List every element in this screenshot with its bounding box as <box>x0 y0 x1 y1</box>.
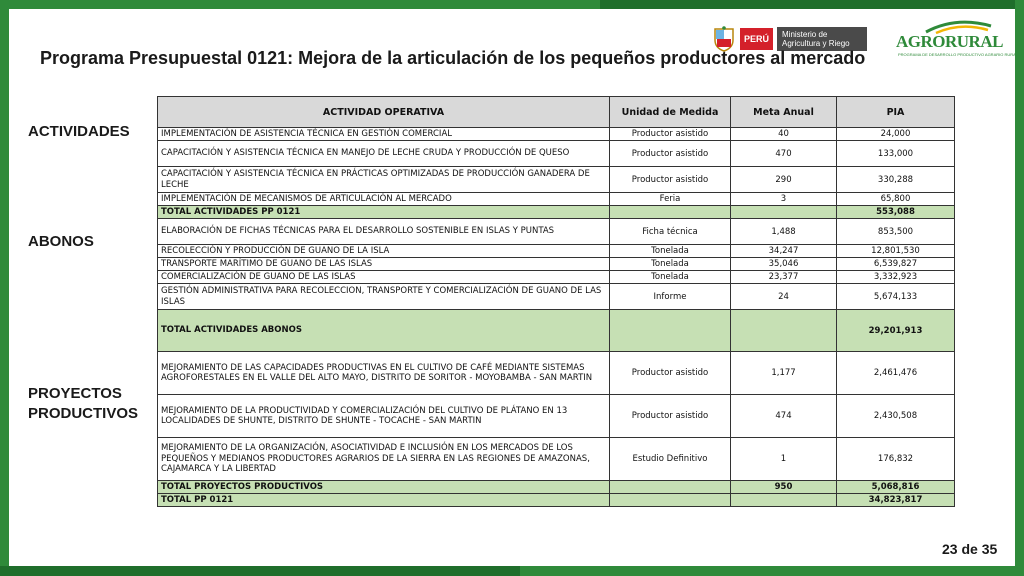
table-row <box>158 395 955 438</box>
table-row <box>158 352 955 395</box>
table-row <box>158 219 955 245</box>
cell-actividad: RECOLECCIÓN Y PRODUCCIÓN DE GUANO DE LA ISLA <box>158 245 610 258</box>
peru-label: PERÚ <box>740 28 773 50</box>
cell-meta: 24 <box>731 284 837 310</box>
total-row <box>158 206 955 219</box>
page-number: 23 de 35 <box>942 541 998 557</box>
frame-right <box>1015 0 1024 576</box>
cell-meta: 1 <box>731 438 837 481</box>
cell-pia: 330,288 <box>837 167 955 193</box>
cell-meta: 23,377 <box>731 271 837 284</box>
cell-actividad: CAPACITACIÓN Y ASISTENCIA TÉCNICA EN PRÁCTICAS OPTIMIZADAS DE PRODUCCIÓN GANADERA DE LECHE <box>158 167 610 193</box>
frame-top-accent <box>600 0 1024 9</box>
ministerio-label: Ministerio de Agricultura y Riego <box>777 27 867 51</box>
cell-meta: 35,046 <box>731 258 837 271</box>
header-unidad: Unidad de Medida <box>610 97 731 128</box>
cell-meta <box>731 494 837 507</box>
total-row <box>158 310 955 352</box>
cell-pia: 34,823,817 <box>837 494 955 507</box>
agrorural-subtitle: PROGRAMA DE DESARROLLO PRODUCTIVO AGRARIO RURAL <box>898 52 1019 57</box>
cell-meta: 950 <box>731 481 837 494</box>
cell-pia: 2,461,476 <box>837 352 955 395</box>
table-row <box>158 193 955 206</box>
cell-pia: 5,674,133 <box>837 284 955 310</box>
cell-actividad: TOTAL PP 0121 <box>158 494 610 507</box>
agrorural-wordmark: AGRORURAL <box>896 32 1003 51</box>
budget-table <box>157 96 955 507</box>
total-row <box>158 481 955 494</box>
cell-pia: 853,500 <box>837 219 955 245</box>
cell-meta: 1,488 <box>731 219 837 245</box>
cell-unidad: Tonelada <box>610 245 731 258</box>
cell-unidad <box>610 206 731 219</box>
cell-actividad: MEJORAMIENTO DE LAS CAPACIDADES PRODUCTIVAS EN EL CULTIVO DE CAFÉ MEDIANTE SISTEMAS AGROFORESTALES EN EL VALLE DEL ALTO MAYO, DISTRITO DE SORITOR - MOYOBAMBA - SAN MARTIN <box>158 352 610 395</box>
table-row <box>158 438 955 481</box>
cell-actividad: TOTAL ACTIVIDADES ABONOS <box>158 310 610 352</box>
cell-unidad: Informe <box>610 284 731 310</box>
cell-meta <box>731 206 837 219</box>
cell-pia: 5,068,816 <box>837 481 955 494</box>
cell-actividad: IMPLEMENTACIÓN DE MECANISMOS DE ARTICULACIÓN AL MERCADO <box>158 193 610 206</box>
frame-left <box>0 0 9 576</box>
cell-unidad <box>610 481 731 494</box>
cell-meta <box>731 310 837 352</box>
cell-meta: 1,177 <box>731 352 837 395</box>
cell-meta: 470 <box>731 141 837 167</box>
cell-unidad <box>610 310 731 352</box>
cell-actividad: CAPACITACIÓN Y ASISTENCIA TÉCNICA EN MANEJO DE LECHE CRUDA Y PRODUCCIÓN DE QUESO <box>158 141 610 167</box>
cell-unidad: Productor asistido <box>610 141 731 167</box>
table-row <box>158 167 955 193</box>
table-row <box>158 128 955 141</box>
table-row <box>158 271 955 284</box>
cell-meta: 40 <box>731 128 837 141</box>
cell-actividad: TRANSPORTE MARÍTIMO DE GUANO DE LAS ISLAS <box>158 258 610 271</box>
cell-meta: 3 <box>731 193 837 206</box>
cell-pia: 12,801,530 <box>837 245 955 258</box>
total-row <box>158 494 955 507</box>
cell-pia: 2,430,508 <box>837 395 955 438</box>
cell-actividad: MEJORAMIENTO DE LA ORGANIZACIÓN, ASOCIATIVIDAD E INCLUSIÓN EN LOS MERCADOS DE LOS PEQUEÑOS Y MEDIANOS PRODUCTORES AGRARIOS DE LA SIERRA EN LAS REGIONES DE AMAZONAS, CAJAMARCA Y LA LIBERTAD <box>158 438 610 481</box>
agrorural-logo <box>896 18 1019 62</box>
section-proyectos: PROYECTOS PRODUCTIVOS <box>28 385 139 422</box>
section-abonos: ABONOS <box>28 233 94 250</box>
page-title: Programa Presupuestal 0121: Mejora de la articulación de los pequeños productores al mercado <box>40 48 866 68</box>
cell-unidad: Estudio Definitivo <box>610 438 731 481</box>
table-row <box>158 245 955 258</box>
cell-pia: 24,000 <box>837 128 955 141</box>
cell-meta: 290 <box>731 167 837 193</box>
table-row <box>158 284 955 310</box>
cell-pia: 176,832 <box>837 438 955 481</box>
header-pia: PIA <box>837 97 955 128</box>
cell-actividad: TOTAL PROYECTOS PRODUCTIVOS <box>158 481 610 494</box>
header-meta: Meta Anual <box>731 97 837 128</box>
cell-pia: 133,000 <box>837 141 955 167</box>
cell-unidad: Tonelada <box>610 271 731 284</box>
cell-unidad: Ficha técnica <box>610 219 731 245</box>
cell-unidad: Productor asistido <box>610 395 731 438</box>
table-row <box>158 141 955 167</box>
cell-meta: 474 <box>731 395 837 438</box>
section-actividades: ACTIVIDADES <box>28 123 130 140</box>
cell-actividad: ELABORACIÓN DE FICHAS TÉCNICAS PARA EL DESARROLLO SOSTENIBLE EN ISLAS Y PUNTAS <box>158 219 610 245</box>
cell-pia: 29,201,913 <box>837 310 955 352</box>
cell-pia: 3,332,923 <box>837 271 955 284</box>
table-row <box>158 258 955 271</box>
cell-unidad: Productor asistido <box>610 352 731 395</box>
cell-unidad: Feria <box>610 193 731 206</box>
table-header-row <box>158 97 955 128</box>
frame-bottom-accent <box>0 566 520 576</box>
cell-pia: 65,800 <box>837 193 955 206</box>
cell-unidad: Productor asistido <box>610 167 731 193</box>
header-actividad: ACTIVIDAD OPERATIVA <box>158 97 610 128</box>
cell-actividad: TOTAL ACTIVIDADES PP 0121 <box>158 206 610 219</box>
cell-meta: 34,247 <box>731 245 837 258</box>
cell-actividad: COMERCIALIZACIÓN DE GUANO DE LAS ISLAS <box>158 271 610 284</box>
cell-unidad: Tonelada <box>610 258 731 271</box>
cell-actividad: IMPLEMENTACIÓN DE ASISTENCIA TÉCNICA EN GESTIÓN COMERCIAL <box>158 128 610 141</box>
cell-unidad <box>610 494 731 507</box>
cell-actividad: MEJORAMIENTO DE LA PRODUCTIVIDAD Y COMERCIALIZACIÓN DEL CULTIVO DE PLÁTANO EN 13 LOCALIDADES DE SHUNTE, DISTRITO DE SHUNTE - TOCACHE - SAN MARTIN <box>158 395 610 438</box>
cell-unidad: Productor asistido <box>610 128 731 141</box>
cell-pia: 553,088 <box>837 206 955 219</box>
cell-pia: 6,539,827 <box>837 258 955 271</box>
cell-actividad: GESTIÓN ADMINISTRATIVA PARA RECOLECCION, TRANSPORTE Y COMERCIALIZACIÓN DE GUANO DE LAS ISLAS <box>158 284 610 310</box>
